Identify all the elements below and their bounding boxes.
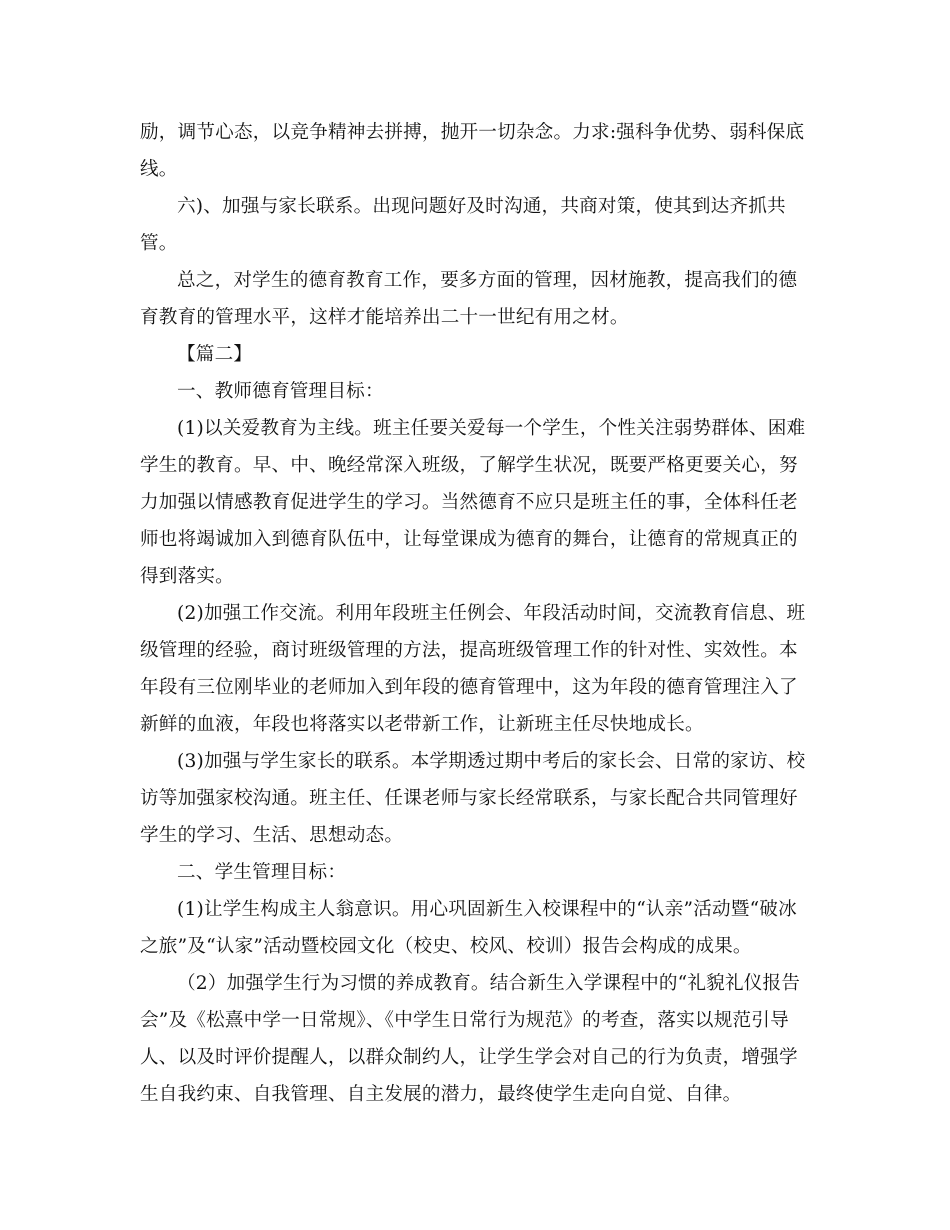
paragraph-summary: 总之，对学生的德育教育工作，要多方面的管理，因材施教，提高我们的德育教育的管理水平，这样才能培养出二十一世纪有用之材。	[140, 270, 798, 328]
paragraph-item-1-care: (1)以关爱教育为主线。班主任要关爱每一个学生，个性关注弱势群体、困难学生的教育。早、中、晚经常深入班级，了解学生状况，既要严格更要关心，努力加强以情感教育促进学生的学习。当然德育不应只是班主任的事，全体科任老师也将竭诚加入到德育队伍中，让每堂课成为德育的舞台，让德育的常规真正的得到落实。	[140, 418, 806, 587]
paragraph-parent-contact: 六)、加强与家长联系。出现问题好及时沟通，共商对策，使其到达齐抓共管。	[140, 196, 786, 254]
heading-teacher-goals: 一、教师德育管理目标：	[177, 381, 384, 402]
heading-student-goals: 二、学生管理目标：	[177, 862, 347, 883]
paragraph-student-item-1: (1)让学生构成主人翁意识。用心巩固新生入校课程中的“认亲”活动暨“破冰之旅”及“认家”活动暨校园文化（校史、校风、校训）报告会构成的成果。	[140, 899, 797, 957]
paragraph-item-3-parents: (3)加强与学生家长的联系。本学期透过期中考后的家长会、日常的家访、校访等加强家校沟通。班主任、任课老师与家长经常联系，与家长配合共同管理好学生的学习、生活、思想动态。	[140, 751, 806, 846]
paragraph-student-item-2: （2）加强学生行为习惯的养成教育。结合新生入学课程中的“礼貌礼仪报告会”及《松熹中学一日常规》、《中学生日常行为规范》的考查，落实以规范引导人、以及时评价提醒人，以群众制约人，让学生学会对自己的行为负责，增强学生自我约束、自我管理、自主发展的潜力，最终使学生走向自觉、自律。	[140, 973, 801, 1105]
paragraph-continuation: 励，调节心态，以竞争精神去拼搏，抛开一切杂念。力求:强科争优势、弱科保底线。	[140, 122, 805, 180]
paragraph-item-2-exchange: (2)加强工作交流。利用年段班主任例会、年段活动时间，交流教育信息、班级管理的经验，商讨班级管理的方法，提高班级管理工作的针对性、实效性。本年段有三位刚毕业的老师加入到年段的德育管理中，这为年段的德育管理注入了新鲜的血液，年段也将落实以老带新工作，让新班主任尽快地成长。	[140, 603, 806, 735]
section-heading-part-two: 【篇二】	[177, 344, 253, 365]
